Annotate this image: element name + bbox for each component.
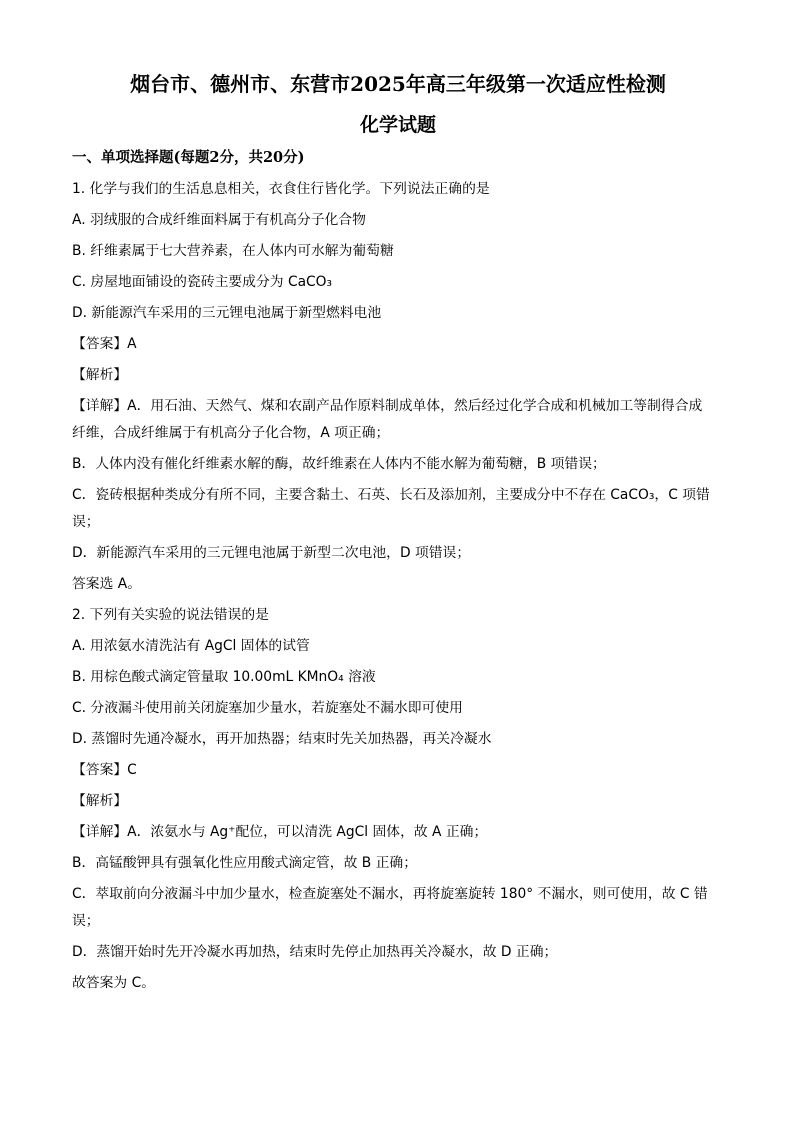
- question-1: [72, 174, 724, 600]
- section-heading: 一、单项选择题(每题2分，共20分): [72, 149, 305, 166]
- detail-line: 答案选 A。: [72, 576, 142, 592]
- document-title: 烟台市、德州市、东营市2025年高三年级第一次适应性检测: [130, 72, 666, 96]
- detail-line: D．新能源汽车采用的三元锂电池属于新型二次电池，D 项错误；: [72, 545, 471, 561]
- detail-line: C．萃取前向分液漏斗中加少量水，检查旋塞处不漏水，再将旋塞旋转 180° 不漏水，则可使用，故 C 错: [72, 886, 708, 902]
- detail-line: B．人体内没有催化纤维素水解的酶，故纤维素在人体内不能水解为葡萄糖，B 项错误；: [72, 456, 606, 472]
- option-c: C. 房屋地面铺设的瓷砖主要成分为 CaCO₃: [72, 274, 333, 290]
- detail-line: D．蒸馏开始时先开冷凝水再加热，结束时先停止加热再关冷凝水，故 D 正确；: [72, 944, 558, 960]
- option-d: D. 新能源汽车采用的三元锂电池属于新型燃料电池: [72, 305, 382, 321]
- question-stem: 2. 下列有关实验的说法错误的是: [72, 607, 269, 623]
- detail-line: 误；: [72, 913, 100, 929]
- option-a: A. 羽绒服的合成纤维面料属于有机高分子化合物: [72, 212, 366, 228]
- option-d: D. 蒸馏时先通冷凝水，再开加热器；结束时先关加热器，再关冷凝水: [72, 731, 492, 747]
- option-b: B. 用棕色酸式滴定管量取 10.00mL KMnO₄ 溶液: [72, 669, 376, 685]
- detail-line: 误；: [72, 514, 100, 530]
- analysis-label: 【解析】: [72, 793, 128, 809]
- option-a: A. 用浓氨水清洗沾有 AgCl 固体的试管: [72, 638, 310, 654]
- detail-line: C．瓷砖根据种类成分有所不同，主要含黏土、石英、长石及添加剂，主要成分中不存在 CaCO₃，C 项错: [72, 487, 710, 503]
- detail-line: 故答案为 C。: [72, 975, 156, 991]
- answer-line: 【答案】C: [72, 762, 137, 778]
- detail-line: 纤维，合成纤维属于有机高分子化合物，A 项正确；: [72, 425, 390, 441]
- detail-line: B．高锰酸钾具有强氧化性应用酸式滴定管，故 B 正确；: [72, 855, 418, 871]
- document-subtitle: 化学试题: [359, 114, 436, 136]
- detail-line: 【详解】A．用石油、天然气、煤和农副产品作原料制成单体，然后经过化学合成和机械加工等制得合成: [72, 398, 703, 414]
- question-stem: 1. 化学与我们的生活息息相关，衣食住行皆化学。下列说法正确的是: [72, 181, 490, 197]
- analysis-label: 【解析】: [72, 367, 128, 383]
- option-c: C. 分液漏斗使用前关闭旋塞加少量水，若旋塞处不漏水即可使用: [72, 700, 463, 716]
- question-2: [72, 600, 724, 999]
- answer-line: 【答案】A: [72, 336, 137, 352]
- option-b: B. 纤维素属于七大营养素，在人体内可水解为葡萄糖: [72, 243, 394, 259]
- questions-container: [72, 174, 724, 999]
- detail-line: 【详解】A．浓氨水与 Ag⁺配位，可以清洗 AgCl 固体，故 A 正确；: [72, 824, 488, 840]
